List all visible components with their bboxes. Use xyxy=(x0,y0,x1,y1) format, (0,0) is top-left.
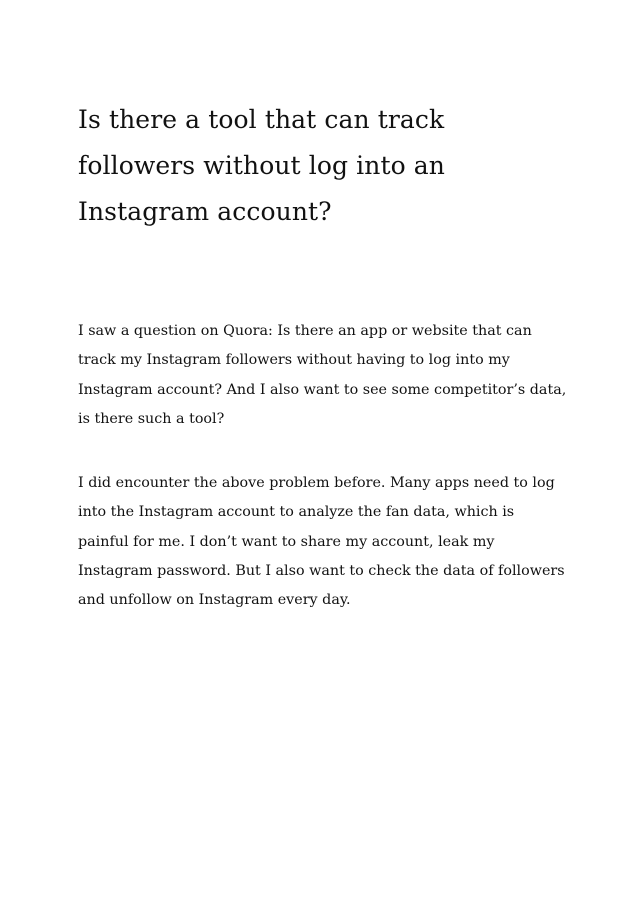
paragraph-problem-description: I did encounter the above problem before. Many apps need to log into the Instagram account to analyze the fan data, which is painful for me. I don’t want to share my account, leak my Instagram password. But I also want to check the data of followers and unfollow on Instagram every day. xyxy=(78,475,565,609)
document-title: Is there a tool that can track followers without log into an Instagram account? xyxy=(78,105,445,226)
paragraph-quora-question: I saw a question on Quora: Is there an app or website that can track my Instagram followers without having to log into my Instagram account? And I also want to see some competitor’s data, is there such a tool? xyxy=(78,323,567,427)
